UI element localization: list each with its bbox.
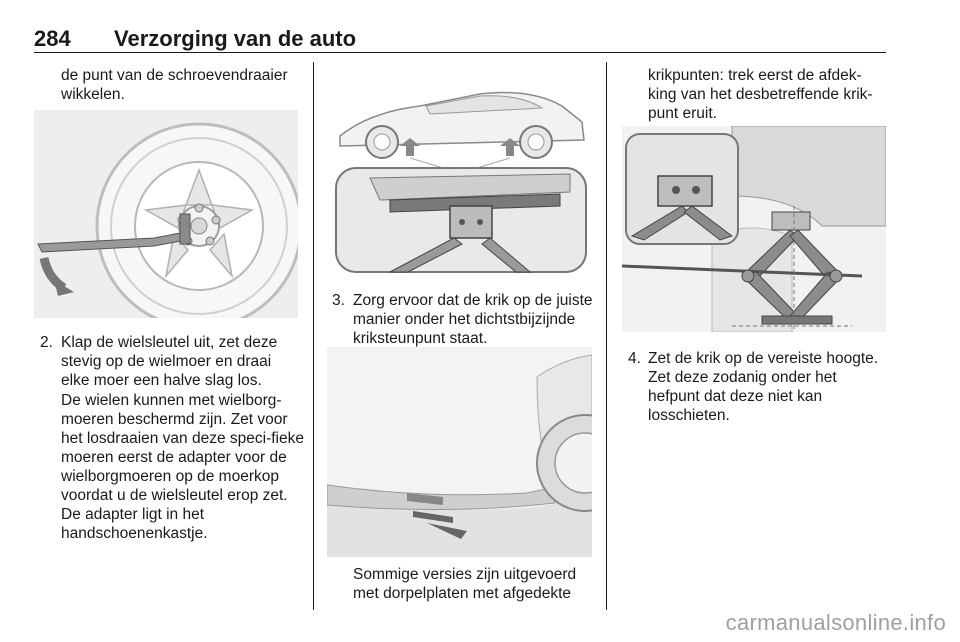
sill-plate-illustration (327, 347, 592, 557)
page-header (34, 22, 886, 53)
step2-number: 2. (40, 334, 53, 351)
column-divider-right (606, 62, 607, 610)
jack-placement-illustration (622, 126, 886, 332)
page-title: Verzorging van de auto (114, 26, 357, 51)
sill-plate-figure (327, 347, 592, 557)
step4-number: 4. (628, 350, 641, 367)
page-number: 284 (34, 26, 71, 51)
jack-points-illustration (330, 66, 592, 276)
step3-number: 3. (332, 292, 345, 309)
watermark: carmanualsonline.info (725, 610, 946, 635)
col1-intro-text: de punt van de schroevendraaier wikkelen. (61, 67, 288, 103)
step2-note: De wielen kunnen met wielborg-moeren beschermd zijn. Zet voor het losdraaien van deze speci-fieke moeren eerst de adapter voor de wielborgmoeren op de moerkop voordat u de wielsleutel erop zet. De adapter ligt in het handschoenenkastje. (61, 392, 304, 542)
jack-placement-figure (622, 126, 886, 332)
step2-text: Klap de wielsleutel uit, zet deze stevig op de wielmoer en draai elke moer een halve slag los. (61, 334, 278, 389)
step4-text: Zet de krik op de vereiste hoogte. Zet deze zodanig onder het hefpunt dat deze niet kan losschieten. (648, 350, 879, 424)
wheel-wrench-illustration (34, 110, 298, 318)
jack-points-figure (330, 66, 592, 276)
col2-note-text: Sommige versies zijn uitgevoerd met dorpelplaten met afgedekte (353, 566, 577, 602)
wheel-wrench-figure (34, 110, 298, 318)
step3-text: Zorg ervoor dat de krik op de juiste manier onder het dichtstbijzijnde kriksteunpunt staat. (353, 292, 593, 347)
col3-intro-text: krikpunten: trek eerst de afdek-king van het desbetreffende krik-punt eruit. (648, 67, 873, 122)
column-divider-left (313, 62, 314, 610)
